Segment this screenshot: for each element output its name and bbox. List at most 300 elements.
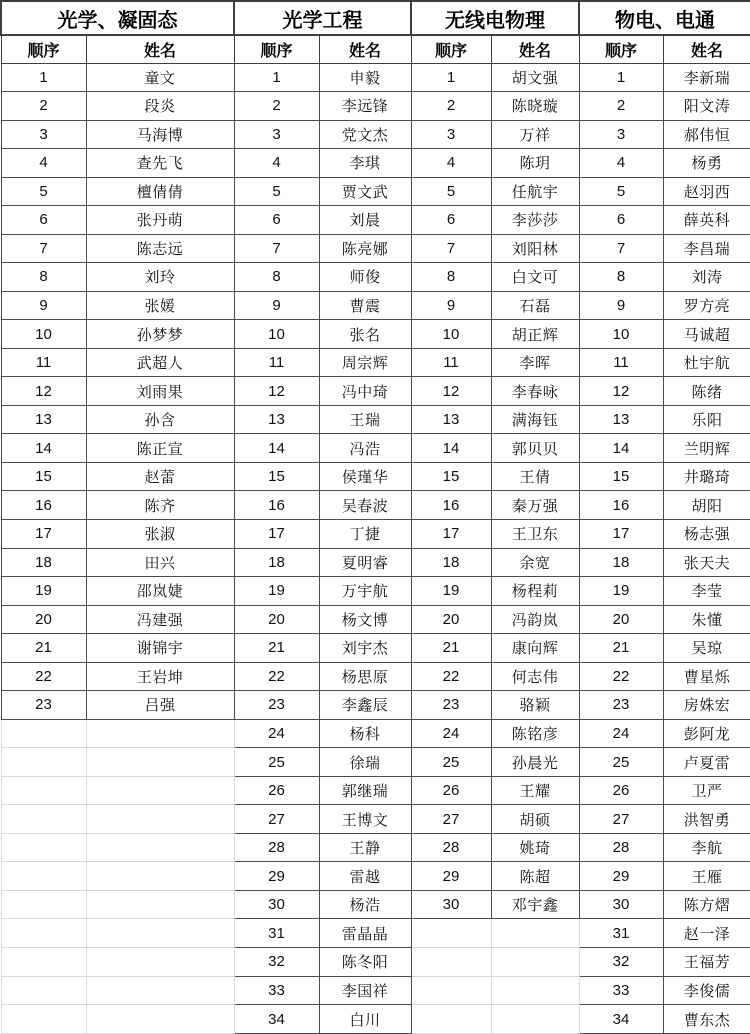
name-cell: 李航 [663,833,750,862]
table-row [1,976,750,1005]
order-cell: 9 [411,291,491,320]
name-cell: 段炎 [86,92,234,121]
name-cell: 房姝宏 [663,691,750,720]
order-cell: 4 [411,149,491,178]
name-cell: 张天夫 [663,548,750,577]
order-cell: 8 [234,263,319,292]
name-cell: 陈志远 [86,234,234,263]
name-cell: 石磊 [491,291,579,320]
name-cell: 王静 [319,833,411,862]
empty-cell [86,890,234,919]
order-cell: 5 [234,177,319,206]
column-header-row [1,35,750,63]
empty-cell [1,919,86,948]
name-cell: 杨志强 [663,520,750,549]
order-cell: 2 [579,92,663,121]
empty-cell [86,805,234,834]
empty-cell [86,919,234,948]
name-cell: 陈铭彦 [491,719,579,748]
order-cell: 4 [579,149,663,178]
name-cell: 丁捷 [319,520,411,549]
order-cell: 6 [579,206,663,235]
order-cell: 16 [234,491,319,520]
name-cell: 陈方熠 [663,890,750,919]
order-cell: 17 [234,520,319,549]
order-cell: 7 [1,234,86,263]
name-cell: 王瑞 [319,405,411,434]
order-cell: 15 [411,462,491,491]
order-cell: 28 [579,833,663,862]
order-cell: 9 [234,291,319,320]
name-cell: 王岩坤 [86,662,234,691]
order-cell: 31 [579,919,663,948]
name-cell: 王卫东 [491,520,579,549]
order-cell: 29 [234,862,319,891]
order-cell: 14 [411,434,491,463]
empty-cell [86,947,234,976]
order-cell: 24 [234,719,319,748]
empty-cell [1,976,86,1005]
order-cell: 3 [234,120,319,149]
name-cell: 雷晶晶 [319,919,411,948]
table-row [1,890,750,919]
name-cell: 张名 [319,320,411,349]
order-cell: 17 [1,520,86,549]
name-cell: 白川 [319,1005,411,1034]
order-cell: 1 [1,63,86,92]
name-cell: 万祥 [491,120,579,149]
name-cell: 满海钰 [491,405,579,434]
order-cell: 20 [234,605,319,634]
order-cell: 19 [1,577,86,606]
name-cell: 胡阳 [663,491,750,520]
order-cell: 32 [234,947,319,976]
empty-cell [86,1005,234,1034]
name-cell: 曹震 [319,291,411,320]
order-cell: 18 [1,548,86,577]
name-cell: 胡硕 [491,805,579,834]
name-cell: 姚琦 [491,833,579,862]
name-cell: 洪智勇 [663,805,750,834]
name-cell: 郭贝贝 [491,434,579,463]
name-cell: 马海博 [86,120,234,149]
empty-cell [1,833,86,862]
order-cell: 11 [1,348,86,377]
name-cell: 余宽 [491,548,579,577]
order-cell: 23 [234,691,319,720]
name-cell: 吴春波 [319,491,411,520]
order-cell: 30 [234,890,319,919]
group-title: 物电、电通 [579,1,750,35]
order-cell: 11 [234,348,319,377]
empty-cell [1,805,86,834]
group-title: 光学工程 [234,1,411,35]
name-cell: 陈玥 [491,149,579,178]
order-cell: 8 [411,263,491,292]
name-cell: 胡正辉 [491,320,579,349]
name-cell: 侯瑾华 [319,462,411,491]
empty-cell [411,919,491,948]
table-row [1,263,750,292]
order-cell: 20 [1,605,86,634]
order-cell: 13 [1,405,86,434]
order-cell: 16 [579,491,663,520]
order-column-header: 顺序 [411,35,491,63]
name-cell: 薛英科 [663,206,750,235]
name-cell: 曹星烁 [663,662,750,691]
table-row [1,748,750,777]
name-cell: 张媛 [86,291,234,320]
empty-cell [86,776,234,805]
order-cell: 6 [411,206,491,235]
order-cell: 10 [234,320,319,349]
name-cell: 卫严 [663,776,750,805]
name-cell: 杜宇航 [663,348,750,377]
name-cell: 卢夏雷 [663,748,750,777]
name-cell: 冯浩 [319,434,411,463]
order-cell: 19 [579,577,663,606]
table-row [1,462,750,491]
name-cell: 胡文强 [491,63,579,92]
name-cell: 李莎莎 [491,206,579,235]
name-cell: 童文 [86,63,234,92]
order-cell: 23 [1,691,86,720]
name-cell: 刘晨 [319,206,411,235]
name-cell: 周宗辉 [319,348,411,377]
order-cell: 15 [579,462,663,491]
name-cell: 刘涛 [663,263,750,292]
order-cell: 34 [579,1005,663,1034]
name-cell: 曹东杰 [663,1005,750,1034]
name-cell: 白文可 [491,263,579,292]
name-cell: 冯韵岚 [491,605,579,634]
table-row [1,434,750,463]
empty-cell [86,719,234,748]
name-cell: 谢锦宇 [86,634,234,663]
order-cell: 18 [579,548,663,577]
table-row [1,662,750,691]
name-cell: 彭阿龙 [663,719,750,748]
order-cell: 31 [234,919,319,948]
name-cell: 田兴 [86,548,234,577]
order-cell: 1 [234,63,319,92]
name-column-header: 姓名 [491,35,579,63]
name-cell: 李琪 [319,149,411,178]
empty-cell [1,890,86,919]
table-row [1,833,750,862]
name-cell: 郝伟恒 [663,120,750,149]
order-cell: 4 [1,149,86,178]
table-row [1,605,750,634]
order-cell: 25 [579,748,663,777]
table-row [1,320,750,349]
order-cell: 11 [579,348,663,377]
name-cell: 陈亮娜 [319,234,411,263]
order-cell: 7 [234,234,319,263]
order-cell: 16 [411,491,491,520]
table-row [1,776,750,805]
table-row [1,520,750,549]
order-cell: 9 [579,291,663,320]
order-cell: 7 [579,234,663,263]
name-cell: 孙梦梦 [86,320,234,349]
order-cell: 5 [411,177,491,206]
empty-cell [86,862,234,891]
empty-cell [86,976,234,1005]
order-cell: 5 [1,177,86,206]
order-column-header: 顺序 [579,35,663,63]
table-row [1,919,750,948]
order-cell: 20 [411,605,491,634]
order-cell: 12 [234,377,319,406]
order-cell: 18 [411,548,491,577]
order-cell: 15 [234,462,319,491]
name-cell: 吕强 [86,691,234,720]
order-cell: 13 [411,405,491,434]
name-cell: 王倩 [491,462,579,491]
name-cell: 陈冬阳 [319,947,411,976]
order-cell: 1 [411,63,491,92]
name-cell: 张丹萌 [86,206,234,235]
name-cell: 王雁 [663,862,750,891]
table-row [1,206,750,235]
table-row [1,691,750,720]
name-cell: 刘宇杰 [319,634,411,663]
order-cell: 3 [1,120,86,149]
empty-cell [1,862,86,891]
name-cell: 李国祥 [319,976,411,1005]
order-cell: 12 [1,377,86,406]
name-cell: 查先飞 [86,149,234,178]
name-cell: 何志伟 [491,662,579,691]
table-row [1,377,750,406]
name-cell: 王博文 [319,805,411,834]
table-row [1,548,750,577]
empty-cell [86,833,234,862]
order-cell: 7 [411,234,491,263]
order-column-header: 顺序 [234,35,319,63]
name-column-header: 姓名 [663,35,750,63]
name-cell: 兰明辉 [663,434,750,463]
order-cell: 32 [579,947,663,976]
name-cell: 孙晨光 [491,748,579,777]
name-cell: 刘阳林 [491,234,579,263]
group-title: 光学、凝固态 [1,1,234,35]
order-cell: 22 [234,662,319,691]
order-cell: 13 [234,405,319,434]
name-cell: 李俊儒 [663,976,750,1005]
order-cell: 23 [579,691,663,720]
table-row [1,947,750,976]
name-cell: 刘玲 [86,263,234,292]
name-cell: 邵岚婕 [86,577,234,606]
table-row [1,177,750,206]
order-cell: 2 [411,92,491,121]
order-cell: 13 [579,405,663,434]
name-cell: 井璐琦 [663,462,750,491]
name-cell: 檀倩倩 [86,177,234,206]
order-cell: 29 [411,862,491,891]
table-row [1,719,750,748]
table-row [1,491,750,520]
group-title: 无线电物理 [411,1,579,35]
empty-cell [411,976,491,1005]
name-cell: 张淑 [86,520,234,549]
order-cell: 2 [1,92,86,121]
order-cell: 6 [234,206,319,235]
name-cell: 乐阳 [663,405,750,434]
name-cell: 陈绪 [663,377,750,406]
empty-cell [491,1005,579,1034]
order-cell: 27 [579,805,663,834]
order-cell: 24 [411,719,491,748]
name-cell: 罗方亮 [663,291,750,320]
name-column-header: 姓名 [319,35,411,63]
name-cell: 李莹 [663,577,750,606]
table-row [1,92,750,121]
name-cell: 杨科 [319,719,411,748]
empty-cell [491,919,579,948]
name-cell: 刘雨果 [86,377,234,406]
empty-cell [1,719,86,748]
name-cell: 陈正宣 [86,434,234,463]
table-row [1,1005,750,1034]
name-cell: 康向辉 [491,634,579,663]
name-cell: 申毅 [319,63,411,92]
table-row [1,120,750,149]
name-cell: 骆颖 [491,691,579,720]
name-cell: 王耀 [491,776,579,805]
name-cell: 李鑫辰 [319,691,411,720]
name-cell: 陈晓璇 [491,92,579,121]
name-cell: 赵羽西 [663,177,750,206]
empty-cell [1,748,86,777]
table-row [1,291,750,320]
order-cell: 21 [411,634,491,663]
order-cell: 26 [234,776,319,805]
name-column-header: 姓名 [86,35,234,63]
name-cell: 李新瑞 [663,63,750,92]
order-cell: 10 [1,320,86,349]
name-cell: 万宇航 [319,577,411,606]
empty-cell [411,1005,491,1034]
order-cell: 2 [234,92,319,121]
table-row [1,63,750,92]
order-cell: 27 [411,805,491,834]
group-title-row [1,1,750,35]
order-cell: 25 [234,748,319,777]
order-cell: 28 [411,833,491,862]
order-cell: 30 [411,890,491,919]
name-cell: 党文杰 [319,120,411,149]
order-cell: 24 [579,719,663,748]
order-cell: 14 [234,434,319,463]
order-cell: 3 [411,120,491,149]
name-cell: 杨思原 [319,662,411,691]
name-cell: 李昌瑞 [663,234,750,263]
order-cell: 10 [579,320,663,349]
table-row [1,634,750,663]
name-cell: 赵蕾 [86,462,234,491]
order-cell: 16 [1,491,86,520]
order-cell: 23 [411,691,491,720]
table-row [1,234,750,263]
table-row [1,348,750,377]
table-row [1,577,750,606]
order-cell: 12 [579,377,663,406]
order-cell: 26 [579,776,663,805]
name-cell: 雷越 [319,862,411,891]
order-cell: 26 [411,776,491,805]
name-cell: 杨程莉 [491,577,579,606]
table-row [1,862,750,891]
order-cell: 8 [579,263,663,292]
name-cell: 李晖 [491,348,579,377]
name-cell: 朱懂 [663,605,750,634]
order-cell: 21 [579,634,663,663]
name-cell: 杨浩 [319,890,411,919]
order-cell: 19 [234,577,319,606]
order-cell: 18 [234,548,319,577]
order-cell: 3 [579,120,663,149]
name-cell: 陈齐 [86,491,234,520]
order-cell: 22 [1,662,86,691]
order-cell: 10 [411,320,491,349]
name-cell: 秦万强 [491,491,579,520]
name-cell: 武超人 [86,348,234,377]
order-cell: 17 [411,520,491,549]
name-cell: 邓宇鑫 [491,890,579,919]
order-cell: 28 [234,833,319,862]
name-cell: 李远锋 [319,92,411,121]
order-cell: 5 [579,177,663,206]
name-cell: 杨文博 [319,605,411,634]
order-cell: 15 [1,462,86,491]
order-cell: 34 [234,1005,319,1034]
order-cell: 11 [411,348,491,377]
table-row [1,805,750,834]
name-cell: 郭继瑞 [319,776,411,805]
empty-cell [1,947,86,976]
order-column-header: 顺序 [1,35,86,63]
order-cell: 14 [579,434,663,463]
name-cell: 马诚超 [663,320,750,349]
empty-cell [491,947,579,976]
order-cell: 14 [1,434,86,463]
name-cell: 冯中琦 [319,377,411,406]
name-cell: 夏明睿 [319,548,411,577]
order-cell: 33 [579,976,663,1005]
order-cell: 25 [411,748,491,777]
empty-cell [1,1005,86,1034]
order-cell: 27 [234,805,319,834]
name-cell: 贾文武 [319,177,411,206]
order-cell: 12 [411,377,491,406]
name-cell: 陈超 [491,862,579,891]
empty-cell [411,947,491,976]
order-cell: 21 [1,634,86,663]
order-cell: 20 [579,605,663,634]
name-cell: 吴琼 [663,634,750,663]
order-cell: 19 [411,577,491,606]
order-cell: 21 [234,634,319,663]
name-cell: 师俊 [319,263,411,292]
empty-cell [86,748,234,777]
name-cell: 阳文涛 [663,92,750,121]
order-cell: 30 [579,890,663,919]
name-cell: 徐瑞 [319,748,411,777]
name-cell: 王福芳 [663,947,750,976]
